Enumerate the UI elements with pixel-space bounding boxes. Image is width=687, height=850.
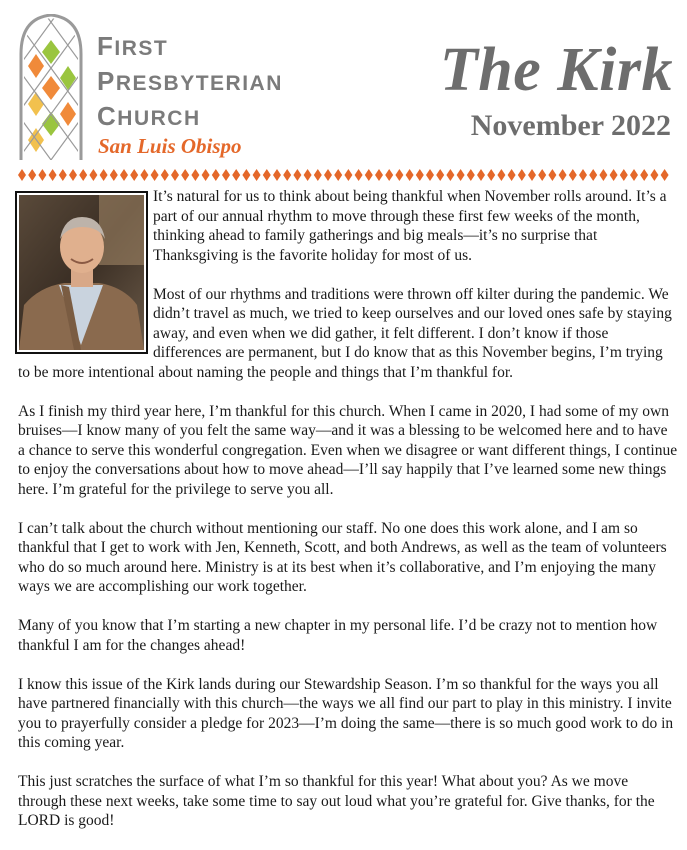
church-name-line3: CHURCH xyxy=(97,101,201,131)
letter-paragraph-6: I know this issue of the Kirk lands during our Stewardship Season. I’m so thankful for the ways you all have partnered financially with this church—the ways we all find our part to play in this ministry. I invite you to prayerfully consider a pledge for 2023—I’m doing the same—there is so much good work to do in this coming year. xyxy=(18,675,674,751)
diamond-divider xyxy=(18,168,672,182)
pastor-letter xyxy=(18,187,678,850)
newsletter-title: The Kirk xyxy=(439,36,673,104)
letter-paragraph-3: As I finish my third year here, I’m thankful for this church. When I came in 2020, I had some of my own bruises—I know many of you felt the same way—and it was a blessing to be welcomed here and to have a chance to serve this wonderful congregation. Even when we disagree or want different things, I continue to enjoy the conversations about how to move ahead—I’ll say happily that I’ve learned some new things here. I’m grateful for the privilege to serve you all. xyxy=(18,402,678,498)
church-name-line2: PRESBYTERIAN xyxy=(97,66,283,96)
letter-paragraph-4: I can’t talk about the church without mentioning our staff. No one does this work alone, and I am so thankful that I get to work with Jen, Kenneth, Scott, and both Andrews, as well as the team of volunteers who do so much around here. Ministry is at its best when it’s collaborative, and I’m enjoying the many ways we are accomplishing our work together. xyxy=(18,519,667,595)
church-name-line1: FIRST xyxy=(97,31,169,61)
stained-glass-window-logo xyxy=(18,14,84,160)
letter-paragraph-7: This just scratches the surface of what I’m so thankful for this year! What about you? As we move through these next weeks, take some time to say out loud what you’re grateful for. Give thanks, for the LORD is good! xyxy=(18,773,655,829)
letter-paragraph-2: Most of our rhythms and traditions were thrown off kilter during the pandemic. We didn’t travel as much, we tried to keep ourselves and our loved ones safe by staying away, and even when we did gather, it felt different. I don’t know if those differences are permanent, but I do know that as this November begins, I’m trying to be more intentional about naming the people and things that I’m thankful for. xyxy=(18,285,672,381)
church-name xyxy=(97,30,283,135)
issue-date: November 2022 xyxy=(470,109,671,142)
letter-paragraph-5: Many of you know that I’m starting a new chapter in my personal life. I’d be crazy not to mention how thankful I am for the changes ahead! xyxy=(18,617,658,654)
letter-paragraph-1: It’s natural for us to think about being thankful when November rolls around. It’s a part of our annual rhythm to move through these first few weeks of the month, thinking ahead to family gatherings and big meals—it’s no surprise that Thanksgiving is the favorite holiday for most of us. xyxy=(153,188,667,264)
church-city: San Luis Obispo xyxy=(98,134,242,158)
